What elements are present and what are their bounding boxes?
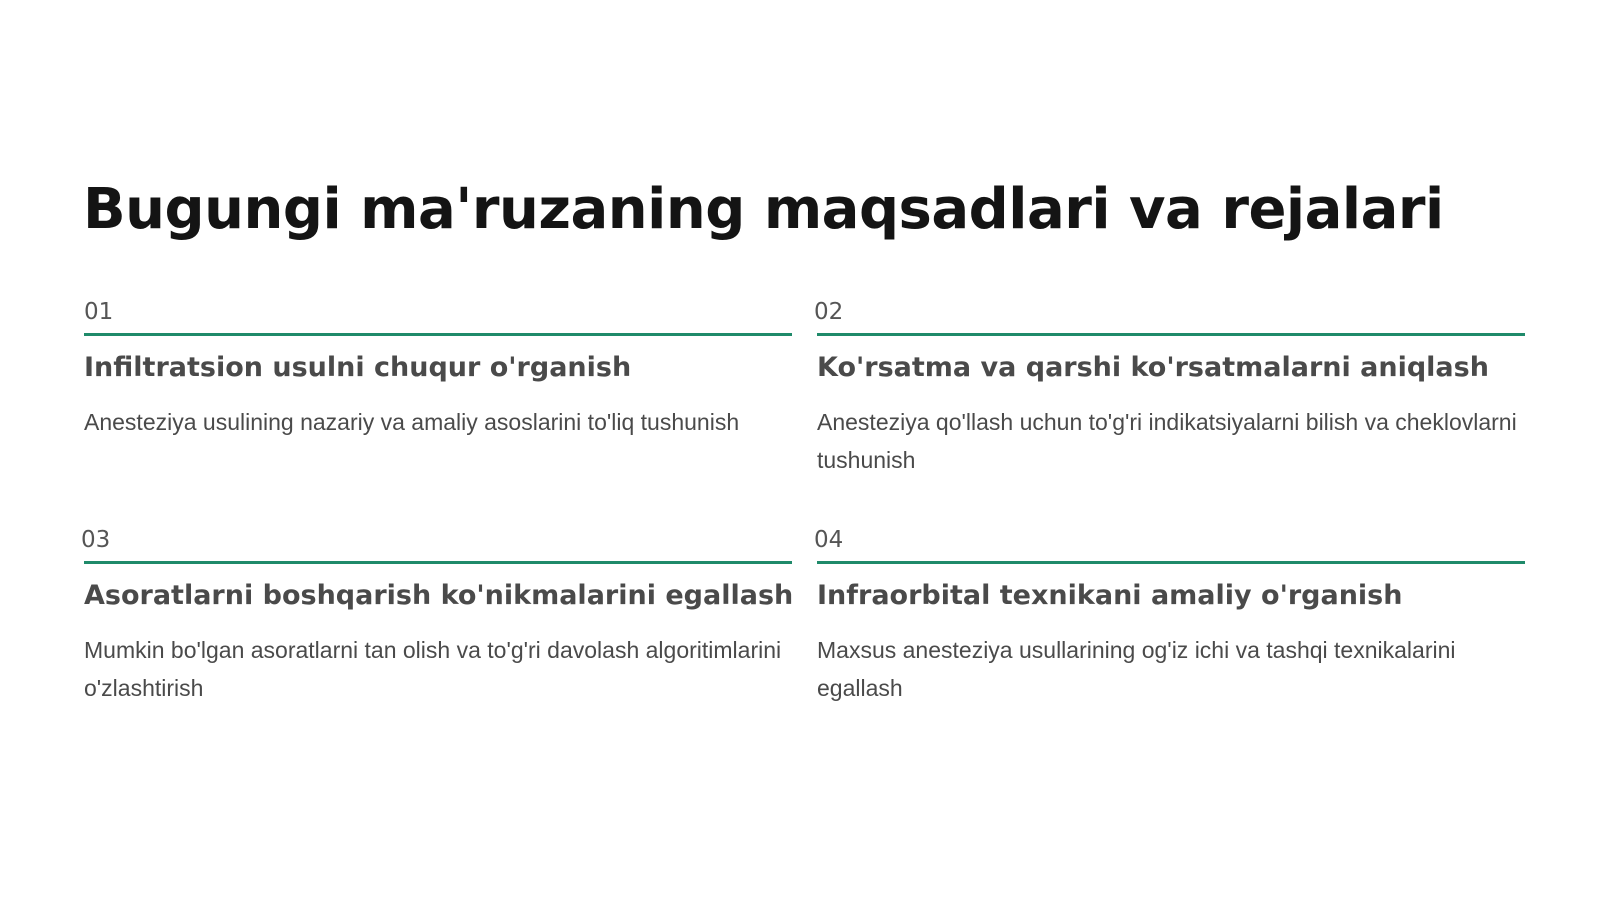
item-number: 01 xyxy=(84,299,114,325)
item-heading: Asoratlarni boshqarish ko'nikmalarini egallash xyxy=(84,580,794,611)
accent-divider xyxy=(817,561,1525,564)
item-description: Maxsus anesteziya usullarining og'iz ichi va tashqi texnikalarini egallash xyxy=(817,637,1456,701)
item-description: Anesteziya usulining nazariy va amaliy asoslarini to'liq tushunish xyxy=(84,409,740,435)
item-number: 02 xyxy=(814,299,844,325)
item-number: 03 xyxy=(81,527,111,553)
item-heading: Infiltratsion usulni chuqur o'rganish xyxy=(84,352,632,383)
item-heading: Ko'rsatma va qarshi ko'rsatmalarni aniqlash xyxy=(817,352,1489,383)
slide-title: Bugungi ma'ruzaning maqsadlari va rejalari xyxy=(83,177,1444,242)
accent-divider xyxy=(84,333,792,336)
accent-divider xyxy=(817,333,1525,336)
item-heading: Infraorbital texnikani amaliy o'rganish xyxy=(817,580,1403,611)
item-description: Mumkin bo'lgan asoratlarni tan olish va to'g'ri davolash algoritimlarini o'zlashtirish xyxy=(84,637,782,701)
accent-divider xyxy=(84,561,792,564)
item-description: Anesteziya qo'llash uchun to'g'ri indikatsiyalarni bilish va cheklovlarni tushunish xyxy=(817,409,1517,473)
item-number: 04 xyxy=(814,527,844,553)
